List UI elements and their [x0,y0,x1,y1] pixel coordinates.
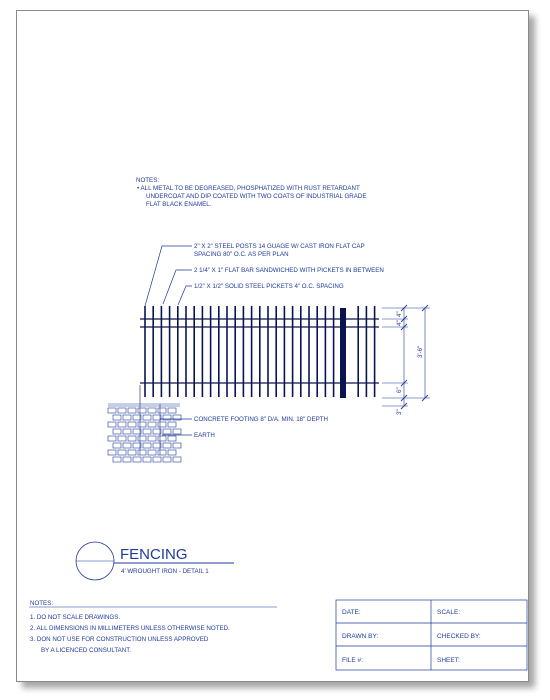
top-notes [136,177,366,208]
hatch-cell [168,436,176,441]
hatch-cell [168,408,176,413]
hatch-cell [148,408,156,413]
bottom-note-2: 2. ALL DIMENSIONS IN MILLIMETERS UNLESS OTHERWISE NOTED. [30,625,230,632]
hatch-cell [158,408,166,413]
hatch-cell [118,450,126,455]
hatch-cell [118,422,126,427]
dim-overall: 3'-6" [417,345,424,358]
hatch-cell [148,422,156,427]
pickets-callout: 1/2" X 1/2" SOLID STEEL PICKETS 4" O.C. SPACING [194,283,344,290]
hatch-cell [168,450,176,455]
pickets-leader [178,286,192,305]
hatch-cell [113,415,121,420]
hatch-cell [148,436,156,441]
hatch-cell [148,450,156,455]
tb-date: DATE: [342,609,361,616]
bottom-note-1: 1. DO NOT SCALE DRAWINGS. [30,614,121,621]
dim-top-b: 4" [396,320,403,326]
hatch-cell [143,429,151,434]
hatch-cell [123,415,131,420]
tb-drawn-by: DRAWN BY: [342,633,379,640]
top-note-line-2: UNDERCOAT AND DIP COATED WITH TWO COATS OF INDUSTRIAL GRADE [146,193,367,200]
dim-top-a: 4" [396,311,403,317]
steel-post [340,308,346,398]
hatch-cell [138,408,146,413]
hatch-cell [143,415,151,420]
footing-callout: CONCRETE FOOTING 8" D/A. MIN. 18" DEPTH [194,416,329,423]
bottom-note-4: BY A LICENCED CONSULTANT. [41,647,132,654]
hatch-cell [108,450,116,455]
bottom-notes [29,600,277,654]
dim-bottom: 3" [396,409,403,415]
posts-leader [145,246,192,306]
hatch-cell [108,422,116,427]
hatch-cell [138,422,146,427]
hatch-cell [108,436,116,441]
hatch-cell [153,457,161,462]
hatch-cell [163,457,171,462]
dimension-text [396,311,424,415]
hatch-cell [118,408,126,413]
hatch-cell [168,422,176,427]
posts-callout-line-2: SPACING 80" O.C. AS PER PLAN [194,251,289,258]
hatch-cell [158,450,166,455]
title-block-labels [342,609,481,664]
hatch-cell [133,457,141,462]
hatch-cell [163,429,171,434]
bottom-note-3: 3. DON NOT USE FOR CONSTRUCTION UNLESS APPROVED [30,636,209,643]
hatch-cell [158,422,166,427]
hatch-cell [173,429,181,434]
tb-checked-by: CHECKED BY: [437,633,481,640]
hatch-cell [158,436,166,441]
hatch-cell [118,436,126,441]
dim-lower: 6" [396,387,403,393]
hatch-cell [113,457,121,462]
bottom-notes-heading: NOTES: [30,600,54,607]
hatch-cell [138,450,146,455]
hatch-cell [108,408,116,413]
hatch-cell [113,429,121,434]
hatch-cell [113,443,121,448]
posts-callout-line-1: 2" X 2" STEEL POSTS 14 GUAGE W/ CAST IRON FLAT CAP [194,243,365,250]
hatch-cell [128,408,136,413]
top-note-line-3: FLAT BLACK ENAMEL. [146,201,212,208]
tb-scale: SCALE: [437,609,461,616]
hatch-cell [123,457,131,462]
leader-lines [145,246,192,435]
top-note-line-1: • ALL METAL TO BE DEGREASED, PHOSPHATIZED WITH RUST RETARDANT [137,185,360,192]
tb-sheet: SHEET: [437,657,460,664]
top-notes-heading: NOTES: [136,177,160,184]
flatbar-callout: 2 1/4" X 1" FLAT BAR SANDWICHED WITH PICKETS IN BETWEEN [194,267,384,274]
detail-title [76,542,234,580]
detail-subtitle: 4' WROUGHT IRON - DETAIL 1 [121,568,209,575]
hatch-cell [143,443,151,448]
hatch-cell [173,443,181,448]
hatch-cell [128,436,136,441]
hatch-cell [163,443,171,448]
hatch-cell [128,422,136,427]
callouts [194,243,384,439]
hatch-cell [123,443,131,448]
hatch-cell [173,457,181,462]
earth-callout: EARTH [194,432,215,439]
hatch-cell [123,429,131,434]
hatch-cell [143,457,151,462]
hatch-cell [138,436,146,441]
flatbar-leader [163,270,192,304]
detail-title-name: FENCING [120,546,188,563]
hatch-cell [128,450,136,455]
tb-file: FILE #: [342,657,363,664]
fence-elevation [140,306,379,398]
